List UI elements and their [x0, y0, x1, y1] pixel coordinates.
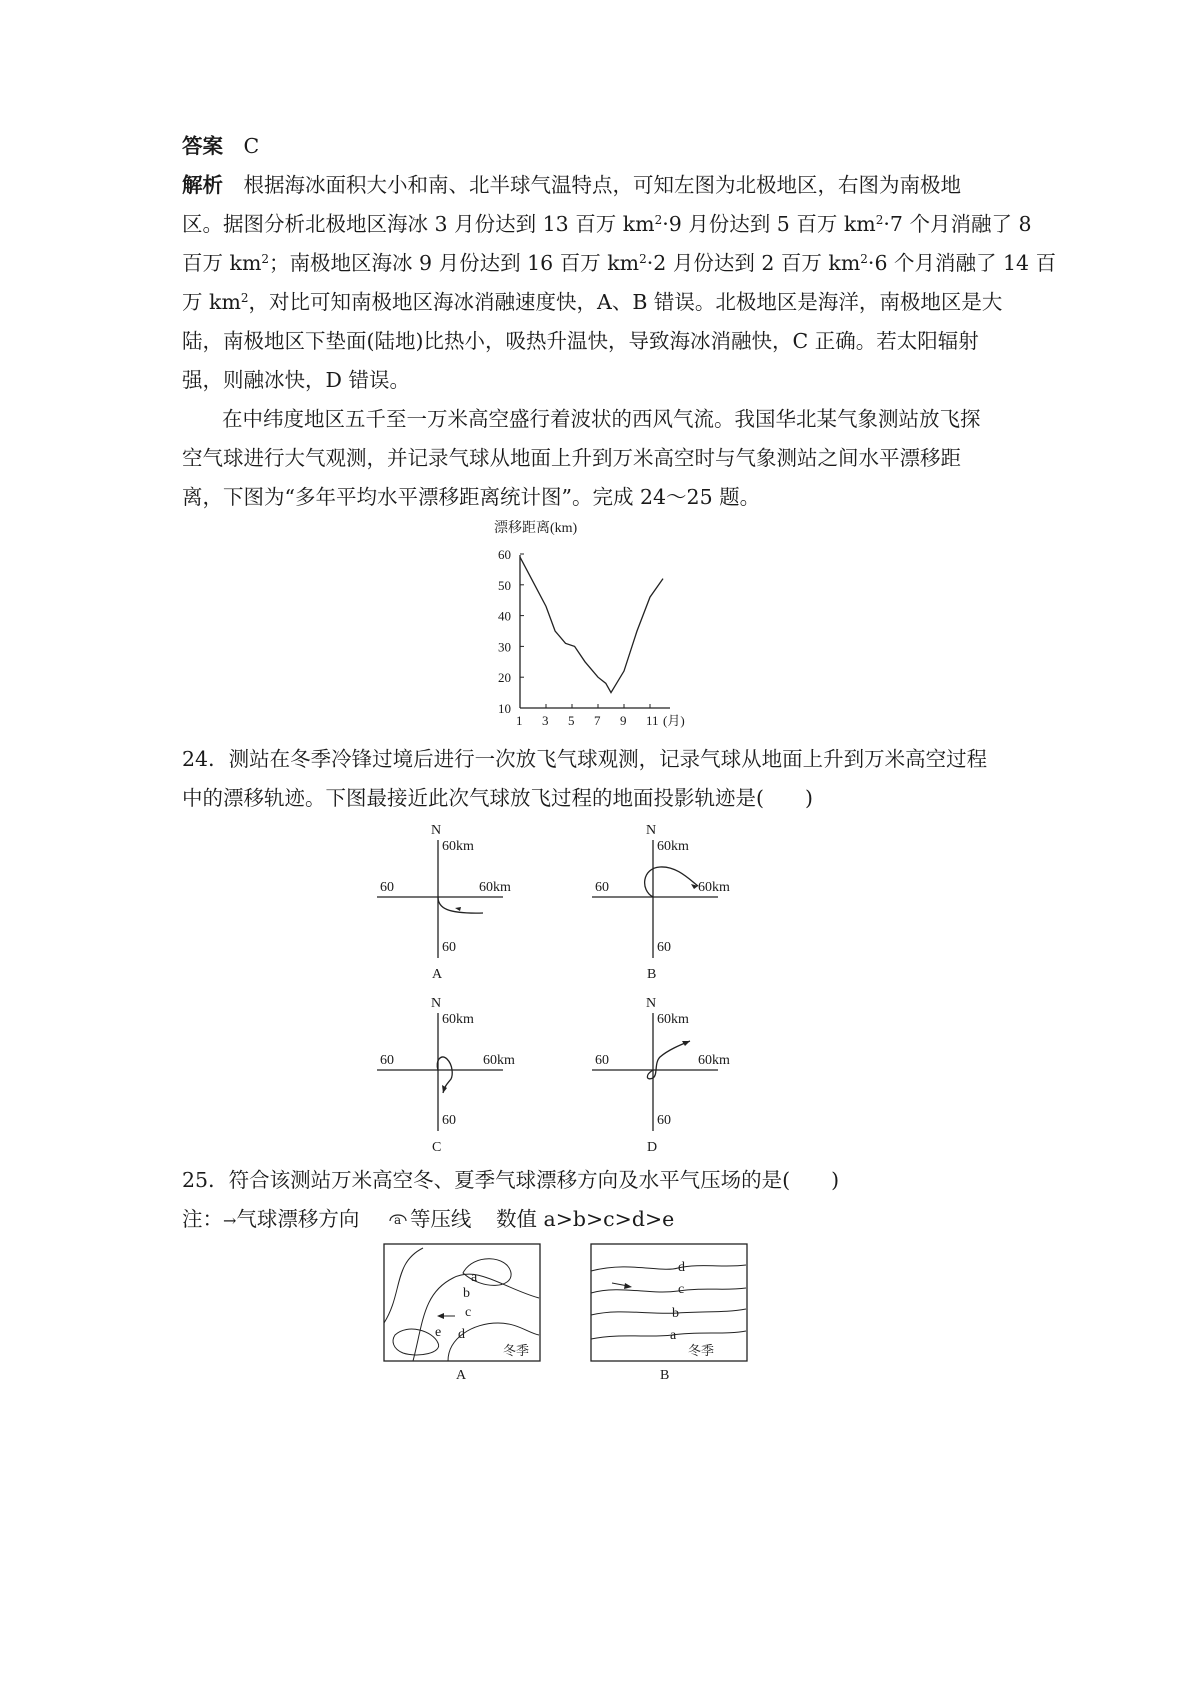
label-60km-top: 60km	[657, 1012, 689, 1027]
option-label-a: A	[432, 967, 443, 982]
answer-value: C	[243, 134, 260, 158]
label-60-bottom: 60	[657, 940, 671, 955]
analysis-line-5: 陆，南极地区下垫面(陆地)比热小，吸热升温快，导致海冰消融快，C 正确。若太阳辐射	[182, 329, 979, 353]
pressure-map-b	[590, 1243, 750, 1393]
analysis-line-3: 百万 $km^2$；南极地区海冰 9 月份达到 16 百万 $km^2\cdot 2$ 月份达到 2 百万 $km^2\cdot 6$ 个月消融了 14 百	[182, 251, 1057, 275]
x-tick-label-5: 5	[568, 713, 575, 728]
note-isobar-text: 等压线	[409, 1207, 472, 1231]
svg-text:c: c	[678, 1282, 685, 1297]
label-60km-right: 60km	[479, 880, 511, 895]
arrow-icon: →	[223, 1211, 237, 1230]
analysis-line-2: 区。据图分析北极地区海冰 3 月份达到 13 百万 $km^2\cdot 9$ 月份达到 5 百万 $km^2\cdot 7$ 个月消融了 8	[182, 212, 1032, 236]
svg-text:b: b	[463, 1286, 470, 1301]
svg-text:c: c	[465, 1305, 472, 1320]
north-label: N	[431, 996, 442, 1011]
x-tick-label-7: 7	[594, 713, 601, 728]
x-tick-label-1: 1	[516, 713, 523, 728]
svg-text:d: d	[458, 1327, 465, 1342]
label-60-bottom: 60	[442, 940, 456, 955]
label-60-bottom: 60	[657, 1113, 671, 1128]
x-tick-label-3: 3	[542, 713, 549, 728]
label-60-bottom: 60	[442, 1113, 456, 1128]
north-label: N	[646, 823, 657, 838]
trajectory-option-b	[590, 820, 740, 990]
option-label-c: C	[432, 1140, 442, 1155]
trajectory-option-c	[375, 993, 525, 1163]
q24-line-2: 中的漂移轨迹。下图最接近此次气球放飞过程的地面投影轨迹是( )	[182, 786, 813, 810]
trajectory-option-d	[590, 993, 740, 1163]
label-60km-top: 60km	[442, 839, 474, 854]
series-line	[520, 557, 663, 693]
svg-text:e: e	[435, 1325, 442, 1340]
q25-line: 25．符合该测站万米高空冬、夏季气球漂移方向及水平气压场的是( )	[182, 1168, 840, 1192]
map-option-b: B	[660, 1368, 670, 1383]
label-60-left: 60	[380, 1053, 394, 1068]
y-tick-label-50: 50	[498, 577, 511, 593]
y-tick-label-60: 60	[498, 547, 511, 562]
trajectory-option-a	[375, 820, 525, 990]
q24-line-1: 24．测站在冬季冷锋过境后进行一次放飞气球观测，记录气球从地面上升到万米高空过程	[182, 747, 988, 771]
x-axis-label: (月)	[663, 713, 685, 728]
y-tick-label-30: 30	[498, 639, 511, 655]
isobar-icon: a	[388, 1211, 410, 1231]
y-axis-label: 漂移距离(km)	[494, 521, 578, 536]
svg-text:b: b	[672, 1306, 679, 1321]
intro-line-1: 在中纬度地区五千至一万米高空盛行着波状的西风气流。我国华北某气象测站放飞探	[222, 407, 981, 431]
label-60-left: 60	[595, 1053, 609, 1068]
svg-text:d: d	[678, 1260, 685, 1275]
intro-line-3: 离，下图为“多年平均水平漂移距离统计图”。完成 24～25 题。	[182, 485, 761, 509]
note-value-text: 数值 a>b>c>d>e	[495, 1207, 675, 1231]
label-60-left: 60	[380, 880, 394, 895]
drift-distance-chart	[490, 520, 710, 735]
season-label-b: 冬季	[688, 1343, 715, 1358]
q25-note	[182, 1204, 674, 1236]
analysis-text: 根据海冰面积大小和南、北半球气温特点，可知左图为北极地区，右图为南极地	[243, 173, 962, 197]
map-option-a: A	[456, 1368, 467, 1383]
season-label-a: 冬季	[503, 1343, 530, 1358]
svg-text:a: a	[670, 1328, 677, 1343]
note-arrow-text: 气球漂移方向	[236, 1207, 360, 1231]
analysis-line-6: 强，则融冰快，D 错误。	[182, 368, 410, 392]
y-tick-label-10: 10	[498, 701, 511, 716]
y-tick-label-40: 40	[498, 608, 511, 624]
note-prefix: 注：	[182, 1207, 223, 1231]
label-60-left: 60	[595, 880, 609, 895]
pressure-map-a	[383, 1243, 543, 1393]
label-60km-top: 60km	[442, 1012, 474, 1027]
label-60km-top: 60km	[657, 839, 689, 854]
label-60km-right: 60km	[483, 1053, 515, 1068]
intro-line-2: 空气球进行大气观测，并记录气球从地面上升到万米高空时与气象测站之间水平漂移距	[182, 446, 961, 470]
option-label-b: B	[647, 967, 657, 982]
analysis-line-1	[182, 170, 961, 200]
north-label: N	[646, 996, 657, 1011]
x-tick-label-11: 11	[646, 713, 659, 728]
analysis-label: 解析	[182, 173, 223, 197]
y-tick-label-20: 20	[498, 670, 511, 686]
svg-text:a: a	[471, 1270, 478, 1285]
answer-line	[182, 131, 259, 161]
label-60km-right: 60km	[698, 1053, 730, 1068]
label-60km-right: 60km	[698, 880, 730, 895]
analysis-line-4: 万 $km^2$，对比可知南极地区海冰消融速度快，A、B 错误。北极地区是海洋，南极地区是大	[182, 290, 1003, 314]
answer-label: 答案	[182, 134, 223, 158]
option-label-d: D	[647, 1140, 658, 1155]
x-tick-label-9: 9	[620, 713, 627, 728]
north-label: N	[431, 823, 442, 838]
